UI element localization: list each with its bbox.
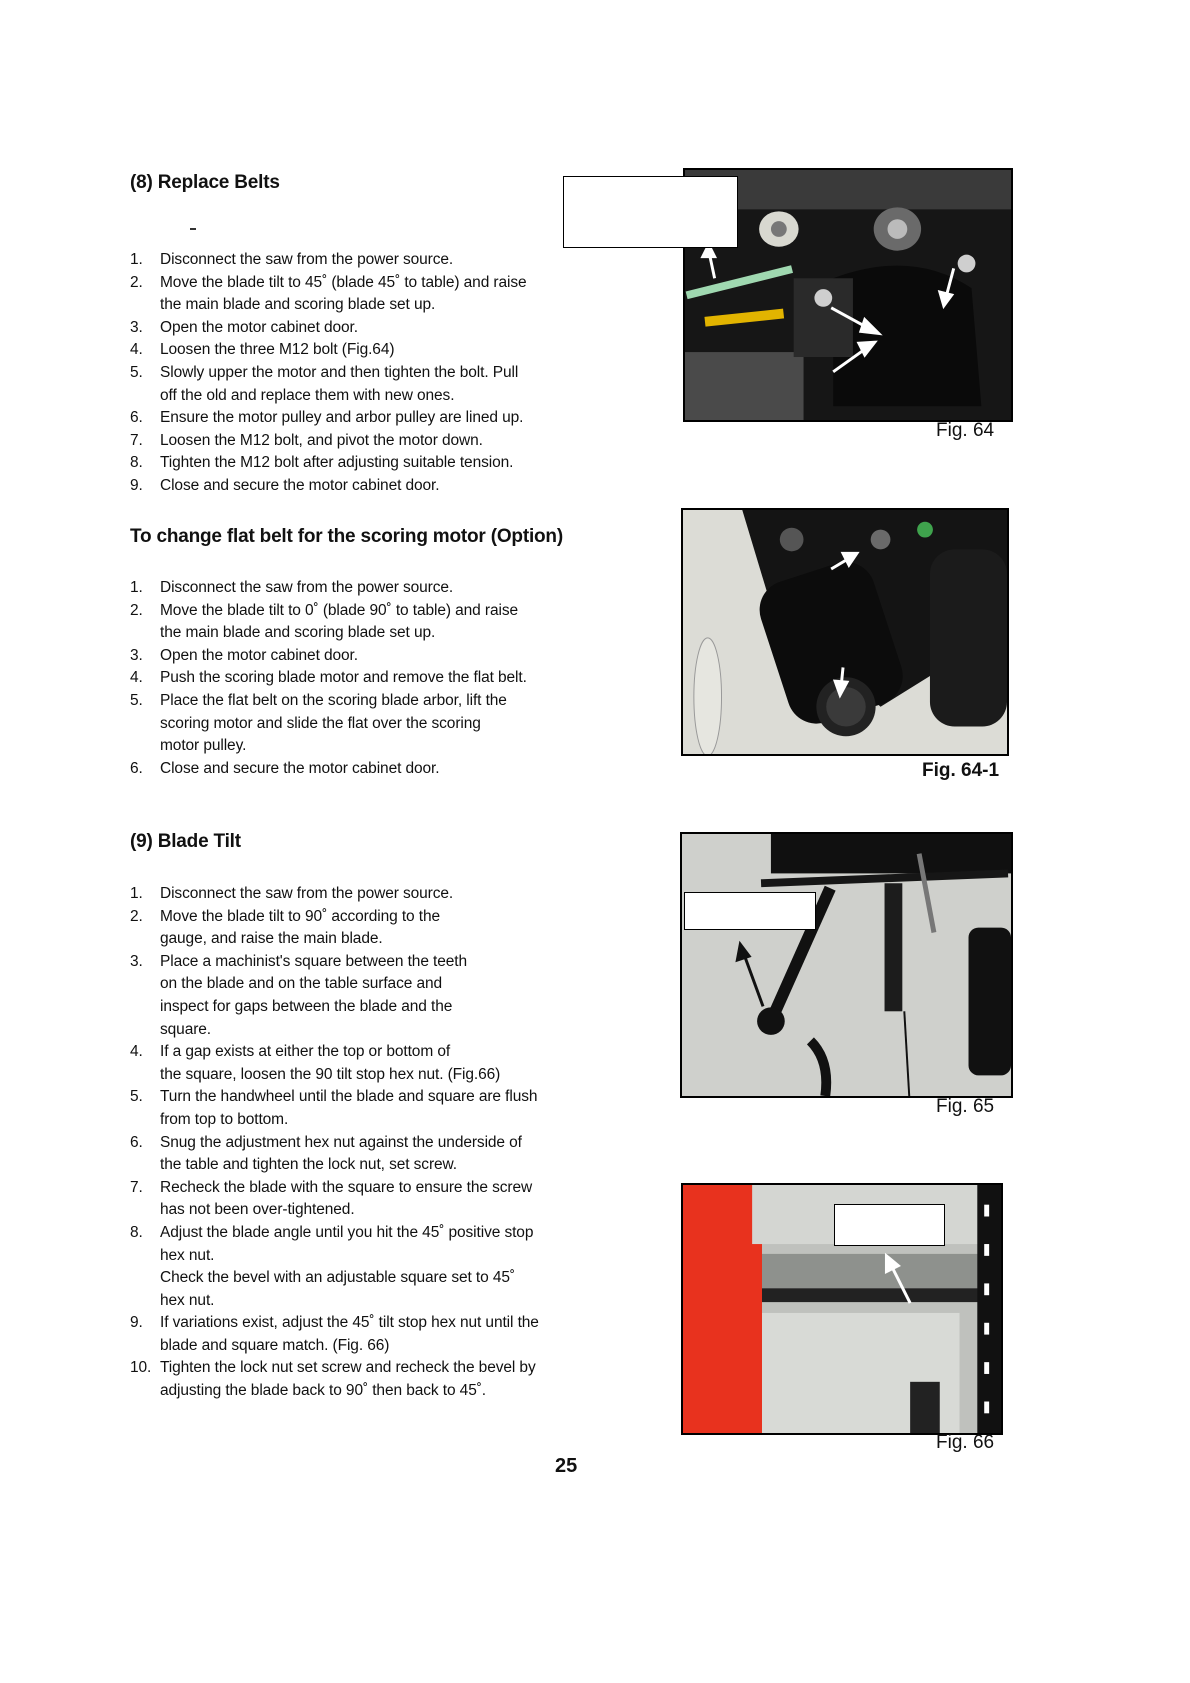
step-text-line: has not been over-tightened.: [160, 1201, 355, 1219]
fig-64-caption: Fig. 64: [936, 420, 995, 441]
step-text-line: hex nut.: [160, 1246, 215, 1264]
step-number: 5.: [130, 363, 143, 381]
step-text-line: on the blade and on the table surface and: [160, 975, 443, 993]
step-item: [130, 1312, 539, 1357]
step-number: 4.: [130, 1043, 143, 1061]
step-text-line: Place a machinist's square between the teeth: [160, 952, 468, 970]
step-item: [130, 645, 527, 668]
step-number: 3.: [130, 646, 143, 664]
step-text-line: hex nut.: [160, 1291, 215, 1309]
step-number: 6.: [130, 409, 143, 427]
step-text-line: Close and secure the motor cabinet door.: [160, 476, 440, 494]
step-text-line: Adjust the blade angle until you hit the 45˚ positive stop: [160, 1223, 534, 1241]
section-heading-blade-tilt: (9) Blade Tilt: [130, 831, 241, 852]
step-item: [130, 272, 527, 317]
section-heading-replace-belts: (8) Replace Belts: [130, 172, 280, 193]
step-item: [130, 1222, 539, 1312]
step-item: [130, 906, 539, 951]
blade-tilt-steps: [130, 883, 539, 1403]
step-text-line: Move the blade tilt to 0˚ (blade 90˚ to table) and raise: [160, 601, 518, 619]
step-text-line: If variations exist, adjust the 45˚ tilt stop hex nut until the: [160, 1314, 539, 1332]
step-item: [130, 1177, 539, 1222]
step-item: [130, 1041, 539, 1086]
step-number: 2.: [130, 601, 143, 619]
step-text-line: Open the motor cabinet door.: [160, 318, 358, 336]
fig-65-label-box: [684, 892, 816, 930]
step-text-line: If a gap exists at either the top or bottom of: [160, 1043, 451, 1061]
step-text-line: the square, loosen the 90 tilt stop hex nut. (Fig.66): [160, 1065, 501, 1083]
step-number: 6.: [130, 1133, 143, 1151]
step-number: 6.: [130, 759, 143, 777]
step-number: 5.: [130, 1088, 143, 1106]
step-text-line: Move the blade tilt to 45˚ (blade 45˚ to table) and raise: [160, 273, 527, 291]
fig-65-caption: Fig. 65: [936, 1096, 995, 1117]
step-text-line: Disconnect the saw from the power source.: [160, 885, 454, 902]
step-item: [130, 690, 527, 758]
page-number: 25: [555, 1455, 578, 1477]
replace-belts-steps: [130, 249, 527, 498]
step-number: 7.: [130, 431, 143, 449]
step-text-line: Turn the handwheel until the blade and square are flush: [160, 1088, 538, 1106]
step-number: 8.: [130, 454, 143, 472]
fig-64-label-box: [563, 176, 738, 248]
step-text-line: from top to bottom.: [160, 1110, 289, 1128]
step-text-line: Tighten the lock nut set screw and recheck the bevel by: [160, 1359, 536, 1377]
step-number: 3.: [130, 952, 143, 970]
step-number: 1.: [130, 885, 143, 902]
step-text-line: Check the bevel with an adjustable square set to 45˚: [160, 1269, 515, 1287]
step-number: 4.: [130, 669, 143, 687]
step-number: 2.: [130, 907, 143, 925]
step-item: [130, 475, 527, 498]
step-number: 2.: [130, 273, 143, 291]
step-item: [130, 339, 527, 362]
step-text-line: Place the flat belt on the scoring blade arbor, lift the: [160, 691, 507, 709]
section-heading-flat-belt: To change flat belt for the scoring motor (Option): [130, 526, 563, 547]
step-text-line: Push the scoring blade motor and remove the flat belt.: [160, 669, 527, 687]
step-text-line: Loosen the three M12 bolt (Fig.64): [160, 341, 395, 359]
step-text-line: Slowly upper the motor and then tighten the bolt. Pull: [160, 363, 519, 381]
step-item: [130, 600, 527, 645]
step-text-line: inspect for gaps between the blade and the: [160, 997, 453, 1015]
step-text-line: scoring motor and slide the flat over the scoring: [160, 714, 481, 732]
step-text-line: Ensure the motor pulley and arbor pulley are lined up.: [160, 409, 524, 427]
step-text-line: gauge, and raise the main blade.: [160, 930, 383, 948]
step-item: [130, 1086, 539, 1131]
step-item: [130, 1132, 539, 1177]
step-item: [130, 667, 527, 690]
step-item: [130, 1357, 539, 1402]
step-number: 3.: [130, 318, 143, 336]
step-text-line: Disconnect the saw from the power source.: [160, 579, 454, 596]
step-item: [130, 452, 527, 475]
fig-66-label-box: [834, 1204, 945, 1246]
step-text-line: Disconnect the saw from the power source.: [160, 251, 454, 268]
step-text-line: the main blade and scoring blade set up.: [160, 296, 436, 314]
step-text-line: the main blade and scoring blade set up.: [160, 624, 436, 642]
step-item: [130, 883, 539, 906]
step-item: [130, 430, 527, 453]
step-text-line: square.: [160, 1020, 211, 1038]
step-number: 8.: [130, 1223, 143, 1241]
step-text-line: the table and tighten the lock nut, set screw.: [160, 1156, 457, 1174]
step-text-line: blade and square match. (Fig. 66): [160, 1336, 390, 1354]
step-text-line: Open the motor cabinet door.: [160, 646, 358, 664]
dash-mark: [190, 228, 196, 230]
step-number: 1.: [130, 579, 143, 596]
step-item: [130, 577, 527, 600]
step-number: 10.: [130, 1359, 152, 1377]
step-text-line: Close and secure the motor cabinet door.: [160, 759, 440, 777]
step-item: [130, 317, 527, 340]
step-text-line: adjusting the blade back to 90˚ then back to 45˚.: [160, 1382, 486, 1400]
step-number: 9.: [130, 1314, 143, 1332]
step-number: 1.: [130, 251, 143, 268]
step-item: [130, 951, 539, 1041]
step-item: [130, 758, 527, 781]
step-text-line: Snug the adjustment hex nut against the underside of: [160, 1133, 522, 1151]
step-number: 4.: [130, 341, 143, 359]
step-text-line: Loosen the M12 bolt, and pivot the motor down.: [160, 431, 483, 449]
step-number: 7.: [130, 1178, 143, 1196]
fig-66-caption: Fig. 66: [936, 1432, 995, 1453]
step-number: 5.: [130, 691, 143, 709]
step-text-line: Move the blade tilt to 90˚ according to the: [160, 907, 441, 925]
fig-64-1-photo: [681, 508, 1009, 756]
step-text-line: Tighten the M12 bolt after adjusting suitable tension.: [160, 454, 514, 472]
step-number: 9.: [130, 476, 143, 494]
step-item: [130, 249, 527, 272]
step-text-line: off the old and replace them with new ones.: [160, 386, 455, 404]
fig-65-photo: [680, 832, 1013, 1098]
step-item: [130, 362, 527, 407]
step-text-line: motor pulley.: [160, 737, 247, 755]
fig-64-1-caption: Fig. 64-1: [922, 760, 1000, 781]
step-item: [130, 407, 527, 430]
step-text-line: Recheck the blade with the square to ensure the screw: [160, 1178, 533, 1196]
flat-belt-steps: [130, 577, 527, 780]
